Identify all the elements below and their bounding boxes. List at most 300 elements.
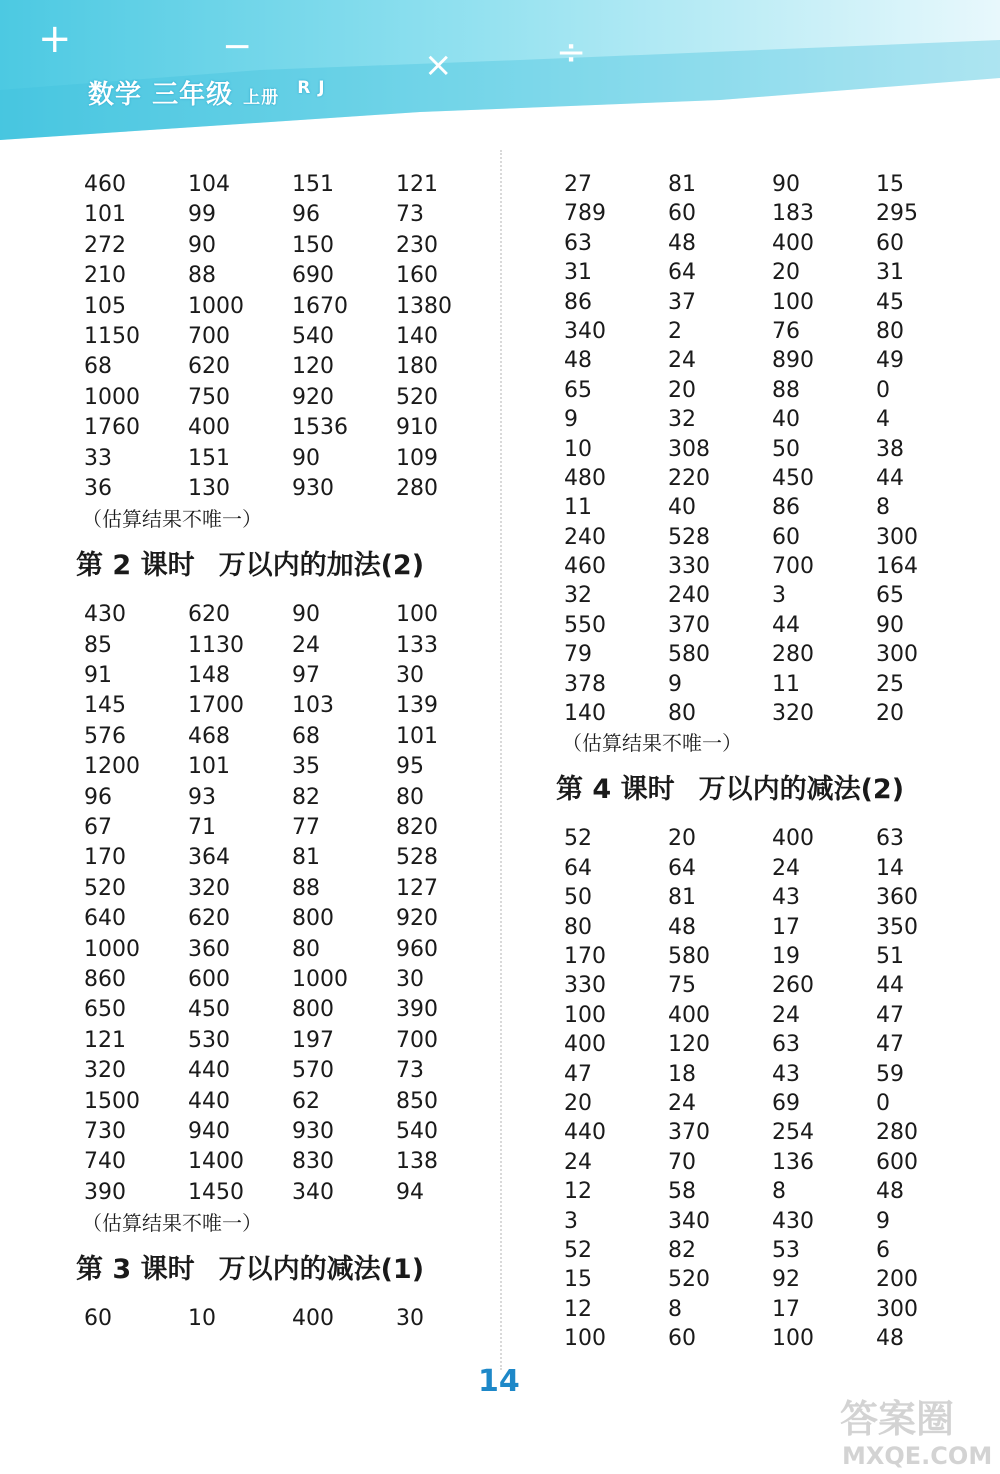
answer-value: 70	[668, 1149, 696, 1175]
answer-value: 59	[876, 1061, 904, 1087]
svg-text:答案圈: 答案圈	[840, 1397, 955, 1441]
answer-value: 64	[564, 855, 592, 881]
answer-value: 9	[876, 1208, 890, 1234]
answer-value: 48	[876, 1179, 904, 1205]
answer-value: 12	[564, 1179, 592, 1205]
answer-value: 18	[668, 1061, 696, 1087]
answer-value: 540	[396, 1118, 438, 1144]
answer-value: 1400	[188, 1149, 244, 1175]
answer-value: 96	[292, 202, 320, 228]
watermark-logo	[836, 1386, 996, 1470]
answer-value: 920	[292, 384, 334, 410]
answer-value: 151	[188, 445, 230, 471]
lesson-label: 第 4 课时	[556, 774, 675, 806]
grade-label: 三年级	[152, 80, 234, 110]
answer-value: 81	[668, 885, 696, 911]
answer-value: 3	[772, 583, 786, 609]
answer-value: 133	[396, 632, 438, 658]
answer-value: 88	[292, 875, 320, 901]
answer-value: 145	[84, 693, 126, 719]
left-column	[76, 170, 516, 1335]
svg-text:+: +	[38, 16, 72, 62]
answer-grid	[76, 170, 516, 504]
answer-value: 60	[668, 201, 696, 227]
answer-value: 24	[292, 632, 320, 658]
answer-value: 120	[668, 1032, 710, 1058]
answer-value: 40	[772, 407, 800, 433]
answer-value: 140	[564, 701, 606, 727]
answer-value: 4	[876, 407, 890, 433]
answer-value: 300	[876, 642, 918, 668]
answer-value: 86	[772, 495, 800, 521]
answer-value: 68	[292, 723, 320, 749]
answer-value: 88	[188, 263, 216, 289]
answer-value: 101	[84, 202, 126, 228]
lesson-label: 第 3 课时	[76, 1254, 195, 1286]
answer-value: 295	[876, 201, 918, 227]
answer-value: 12	[564, 1296, 592, 1322]
answer-value: 77	[292, 815, 320, 841]
answer-value: 460	[84, 172, 126, 197]
answer-value: 30	[396, 663, 424, 689]
answer-value: 440	[188, 1058, 230, 1084]
answer-value: 33	[84, 445, 112, 471]
answer-value: 24	[668, 1090, 696, 1116]
answer-value: 31	[876, 260, 904, 286]
answer-value: 8	[772, 1179, 786, 1205]
section-heading	[556, 772, 996, 808]
answer-value: 68	[84, 354, 112, 380]
answer-value: 81	[668, 172, 696, 197]
answer-value: 320	[772, 701, 814, 727]
topic-label: 万以内的减法(2)	[698, 774, 905, 806]
answer-value: 27	[564, 172, 592, 197]
answer-value: 1380	[396, 293, 452, 319]
answer-value: 1670	[292, 293, 348, 319]
answer-value: 620	[188, 354, 230, 380]
answer-value: 400	[564, 1032, 606, 1058]
section-heading	[76, 548, 516, 584]
answer-value: 364	[188, 845, 230, 871]
answer-value: 47	[564, 1061, 592, 1087]
answer-value: 94	[396, 1179, 424, 1205]
answer-value: 340	[564, 318, 606, 344]
answer-value: 1000	[292, 966, 348, 992]
answer-value: 360	[876, 885, 918, 911]
section-heading	[76, 1252, 516, 1288]
answer-value: 9	[668, 671, 682, 697]
answer-value: 580	[668, 642, 710, 668]
answer-value: 90	[772, 172, 800, 197]
answer-value: 63	[876, 826, 904, 852]
volume-label: 上册	[243, 88, 280, 108]
answer-value: 197	[292, 1027, 334, 1053]
answer-value: 105	[84, 293, 126, 319]
answer-value: 370	[668, 1120, 710, 1146]
answer-value: 600	[876, 1149, 918, 1175]
answer-value: 95	[396, 754, 424, 780]
answer-value: 450	[188, 997, 230, 1023]
answer-grid	[76, 600, 516, 1208]
answer-value: 1000	[188, 293, 244, 319]
answer-value: 260	[772, 973, 814, 999]
answer-value: 320	[188, 875, 230, 901]
answer-value: 400	[188, 415, 230, 441]
answer-value: 730	[84, 1118, 126, 1144]
answer-value: 101	[396, 723, 438, 749]
answer-value: 35	[292, 754, 320, 780]
answer-value: 15	[876, 172, 904, 197]
answer-value: 910	[396, 415, 438, 441]
answer-value: 528	[396, 845, 438, 871]
answer-value: 960	[396, 936, 438, 962]
answer-value: 60	[772, 524, 800, 550]
answer-value: 830	[292, 1149, 334, 1175]
answer-value: 340	[668, 1208, 710, 1234]
answer-value: 300	[876, 1296, 918, 1322]
answer-value: 220	[668, 465, 710, 491]
answer-value: 76	[772, 318, 800, 344]
answer-value: 44	[876, 465, 904, 491]
answer-value: 0	[876, 1090, 890, 1116]
header-banner	[0, 0, 1000, 140]
answer-value: 38	[876, 436, 904, 462]
answer-value: 63	[564, 230, 592, 256]
answer-value: 100	[396, 602, 438, 628]
answer-value: 580	[668, 943, 710, 969]
answer-value: 468	[188, 723, 230, 749]
answer-value: 19	[772, 943, 800, 969]
answer-value: 75	[668, 973, 696, 999]
answer-value: 17	[772, 1296, 800, 1322]
answer-value: 1450	[188, 1179, 244, 1205]
answer-value: 280	[876, 1120, 918, 1146]
answer-value: 350	[876, 914, 918, 940]
answer-value: 44	[772, 612, 800, 638]
answer-value: 700	[396, 1027, 438, 1053]
answer-value: 10	[188, 1306, 216, 1332]
answer-value: 690	[292, 263, 334, 289]
estimate-note: （估算结果不唯一）	[562, 731, 742, 756]
answer-value: 48	[876, 1326, 904, 1352]
answer-value: 100	[772, 289, 814, 315]
answer-value: 32	[668, 407, 696, 433]
answer-value: 99	[188, 202, 216, 228]
answer-value: 390	[84, 1179, 126, 1205]
answer-value: 1536	[292, 415, 348, 441]
answer-value: 480	[564, 465, 606, 491]
answer-value: 308	[668, 436, 710, 462]
estimate-note: （估算结果不唯一）	[82, 1211, 262, 1236]
answer-value: 50	[772, 436, 800, 462]
answer-value: 180	[396, 354, 438, 380]
answer-value: 528	[668, 524, 710, 550]
answer-value: 2	[668, 318, 682, 344]
answer-value: 400	[772, 826, 814, 852]
answer-value: 86	[564, 289, 592, 315]
answer-value: 1200	[84, 754, 140, 780]
answer-value: 60	[668, 1326, 696, 1352]
answer-value: 20	[876, 701, 904, 727]
svg-text:−: −	[222, 26, 253, 67]
answer-grid	[556, 170, 996, 728]
answer-value: 32	[564, 583, 592, 609]
lesson-label: 第 2 课时	[76, 550, 195, 582]
answer-value: 47	[876, 1032, 904, 1058]
answer-value: 700	[772, 554, 814, 580]
answer-value: 200	[876, 1267, 918, 1293]
answer-value: 65	[876, 583, 904, 609]
answer-value: 800	[292, 997, 334, 1023]
answer-value: 48	[668, 230, 696, 256]
answer-value: 800	[292, 906, 334, 932]
answer-value: 24	[772, 855, 800, 881]
answer-value: 15	[564, 1267, 592, 1293]
answer-value: 6	[876, 1237, 890, 1263]
answer-value: 520	[396, 384, 438, 410]
answer-value: 700	[188, 323, 230, 349]
answer-value: 550	[564, 612, 606, 638]
answer-value: 280	[772, 642, 814, 668]
answer-value: 230	[396, 232, 438, 258]
answer-value: 340	[292, 1179, 334, 1205]
answer-value: 24	[564, 1149, 592, 1175]
answer-value: 120	[292, 354, 334, 380]
answer-value: 80	[292, 936, 320, 962]
answer-value: 650	[84, 997, 126, 1023]
topic-label: 万以内的加法(2)	[218, 550, 425, 582]
answer-value: 31	[564, 260, 592, 286]
answer-value: 330	[564, 973, 606, 999]
answer-value: 460	[564, 554, 606, 580]
answer-value: 30	[396, 1306, 424, 1332]
answer-value: 1700	[188, 693, 244, 719]
answer-value: 576	[84, 723, 126, 749]
answer-value: 91	[84, 663, 112, 689]
answer-value: 130	[188, 475, 230, 501]
answer-value: 272	[84, 232, 126, 258]
answer-grid	[556, 824, 996, 1353]
answer-value: 440	[564, 1120, 606, 1146]
answer-value: 79	[564, 642, 592, 668]
answer-value: 940	[188, 1118, 230, 1144]
answer-value: 8	[668, 1296, 682, 1322]
answer-value: 160	[396, 263, 438, 289]
answer-value: 139	[396, 693, 438, 719]
answer-value: 93	[188, 784, 216, 810]
answer-value: 10	[564, 436, 592, 462]
answer-value: 360	[188, 936, 230, 962]
answer-value: 80	[564, 914, 592, 940]
answer-value: 92	[772, 1267, 800, 1293]
answer-value: 43	[772, 885, 800, 911]
answer-value: 121	[396, 172, 438, 197]
topic-label: 万以内的减法(1)	[218, 1254, 425, 1286]
answer-value: 81	[292, 845, 320, 871]
answer-value: 330	[668, 554, 710, 580]
answer-value: 300	[876, 524, 918, 550]
answer-value: 740	[84, 1149, 126, 1175]
answer-value: 17	[772, 914, 800, 940]
answer-value: 51	[876, 943, 904, 969]
estimate-note: （估算结果不唯一）	[82, 507, 262, 532]
answer-value: 8	[876, 495, 890, 521]
answer-value: 400	[668, 1002, 710, 1028]
svg-text:×: ×	[424, 45, 453, 85]
answer-value: 65	[564, 377, 592, 403]
answer-value: 14	[876, 855, 904, 881]
answer-value: 48	[668, 914, 696, 940]
answer-value: 183	[772, 201, 814, 227]
answer-value: 620	[188, 906, 230, 932]
answer-value: 60	[84, 1306, 112, 1332]
answer-value: 11	[772, 671, 800, 697]
answer-value: 620	[188, 602, 230, 628]
edition-label: R J	[297, 78, 326, 98]
answer-value: 210	[84, 263, 126, 289]
answer-value: 82	[668, 1237, 696, 1263]
answer-value: 170	[564, 943, 606, 969]
answer-value: 20	[668, 377, 696, 403]
answer-value: 370	[668, 612, 710, 638]
answer-value: 100	[564, 1326, 606, 1352]
answer-value: 90	[876, 612, 904, 638]
answer-value: 103	[292, 693, 334, 719]
answer-value: 69	[772, 1090, 800, 1116]
answer-value: 100	[772, 1326, 814, 1352]
answer-value: 1500	[84, 1088, 140, 1114]
answer-value: 20	[668, 826, 696, 852]
answer-value: 1000	[84, 936, 140, 962]
answer-value: 450	[772, 465, 814, 491]
answer-value: 50	[564, 885, 592, 911]
answer-value: 430	[772, 1208, 814, 1234]
answer-value: 148	[188, 663, 230, 689]
subject-label: 数学	[88, 80, 143, 110]
answer-value: 67	[84, 815, 112, 841]
answer-value: 320	[84, 1058, 126, 1084]
answer-value: 138	[396, 1149, 438, 1175]
answer-value: 11	[564, 495, 592, 521]
answer-value: 88	[772, 377, 800, 403]
answer-value: 30	[396, 966, 424, 992]
answer-value: 136	[772, 1149, 814, 1175]
answer-value: 71	[188, 815, 216, 841]
answer-value: 240	[564, 524, 606, 550]
answer-value: 9	[564, 407, 578, 433]
answer-value: 63	[772, 1032, 800, 1058]
svg-text:MXQE.COM: MXQE.COM	[842, 1442, 993, 1470]
answer-value: 820	[396, 815, 438, 841]
answer-value: 520	[84, 875, 126, 901]
answer-value: 121	[84, 1027, 126, 1053]
answer-value: 90	[188, 232, 216, 258]
answer-value: 127	[396, 875, 438, 901]
answer-value: 73	[396, 202, 424, 228]
svg-text:÷: ÷	[556, 32, 587, 73]
answer-value: 150	[292, 232, 334, 258]
answer-value: 47	[876, 1002, 904, 1028]
answer-value: 36	[84, 475, 112, 501]
answer-value: 540	[292, 323, 334, 349]
answer-value: 45	[876, 289, 904, 315]
answer-value: 1150	[84, 323, 140, 349]
answer-value: 280	[396, 475, 438, 501]
answer-value: 3	[564, 1208, 578, 1234]
answer-value: 930	[292, 475, 334, 501]
answer-value: 80	[668, 701, 696, 727]
answer-value: 600	[188, 966, 230, 992]
answer-value: 440	[188, 1088, 230, 1114]
answer-value: 164	[876, 554, 918, 580]
answer-value: 400	[292, 1306, 334, 1332]
answer-value: 44	[876, 973, 904, 999]
answer-value: 20	[564, 1090, 592, 1116]
answer-value: 96	[84, 784, 112, 810]
answer-value: 1130	[188, 632, 244, 658]
answer-value: 24	[772, 1002, 800, 1028]
answer-value: 85	[84, 632, 112, 658]
answer-value: 48	[564, 348, 592, 374]
answer-value: 25	[876, 671, 904, 697]
page-number: 14	[478, 1364, 520, 1399]
answer-value: 97	[292, 663, 320, 689]
answer-value: 1760	[84, 415, 140, 441]
answer-value: 378	[564, 671, 606, 697]
answer-value: 37	[668, 289, 696, 315]
answer-value: 82	[292, 784, 320, 810]
answer-value: 789	[564, 201, 606, 227]
answer-value: 170	[84, 845, 126, 871]
answer-value: 90	[292, 602, 320, 628]
answer-value: 430	[84, 602, 126, 628]
answer-value: 52	[564, 1237, 592, 1263]
answer-value: 530	[188, 1027, 230, 1053]
answer-value: 254	[772, 1120, 814, 1146]
answer-value: 109	[396, 445, 438, 471]
banner-background	[0, 0, 1000, 140]
answer-value: 73	[396, 1058, 424, 1084]
answer-value: 890	[772, 348, 814, 374]
answer-value: 90	[292, 445, 320, 471]
book-title	[88, 74, 326, 111]
answer-value: 49	[876, 348, 904, 374]
answer-grid	[76, 1304, 516, 1334]
answer-value: 750	[188, 384, 230, 410]
answer-value: 101	[188, 754, 230, 780]
answer-value: 100	[564, 1002, 606, 1028]
answer-value: 520	[668, 1267, 710, 1293]
answer-value: 104	[188, 172, 230, 197]
answer-value: 58	[668, 1179, 696, 1205]
answer-value: 62	[292, 1088, 320, 1114]
answer-value: 80	[396, 784, 424, 810]
answer-value: 920	[396, 906, 438, 932]
answer-value: 1000	[84, 384, 140, 410]
answer-value: 0	[876, 377, 890, 403]
answer-value: 40	[668, 495, 696, 521]
answer-value: 64	[668, 855, 696, 881]
answer-value: 860	[84, 966, 126, 992]
answer-value: 640	[84, 906, 126, 932]
answer-value: 570	[292, 1058, 334, 1084]
answer-value: 52	[564, 826, 592, 852]
answer-value: 60	[876, 230, 904, 256]
answer-value: 400	[772, 230, 814, 256]
answer-value: 390	[396, 997, 438, 1023]
answer-value: 850	[396, 1088, 438, 1114]
answer-value: 20	[772, 260, 800, 286]
